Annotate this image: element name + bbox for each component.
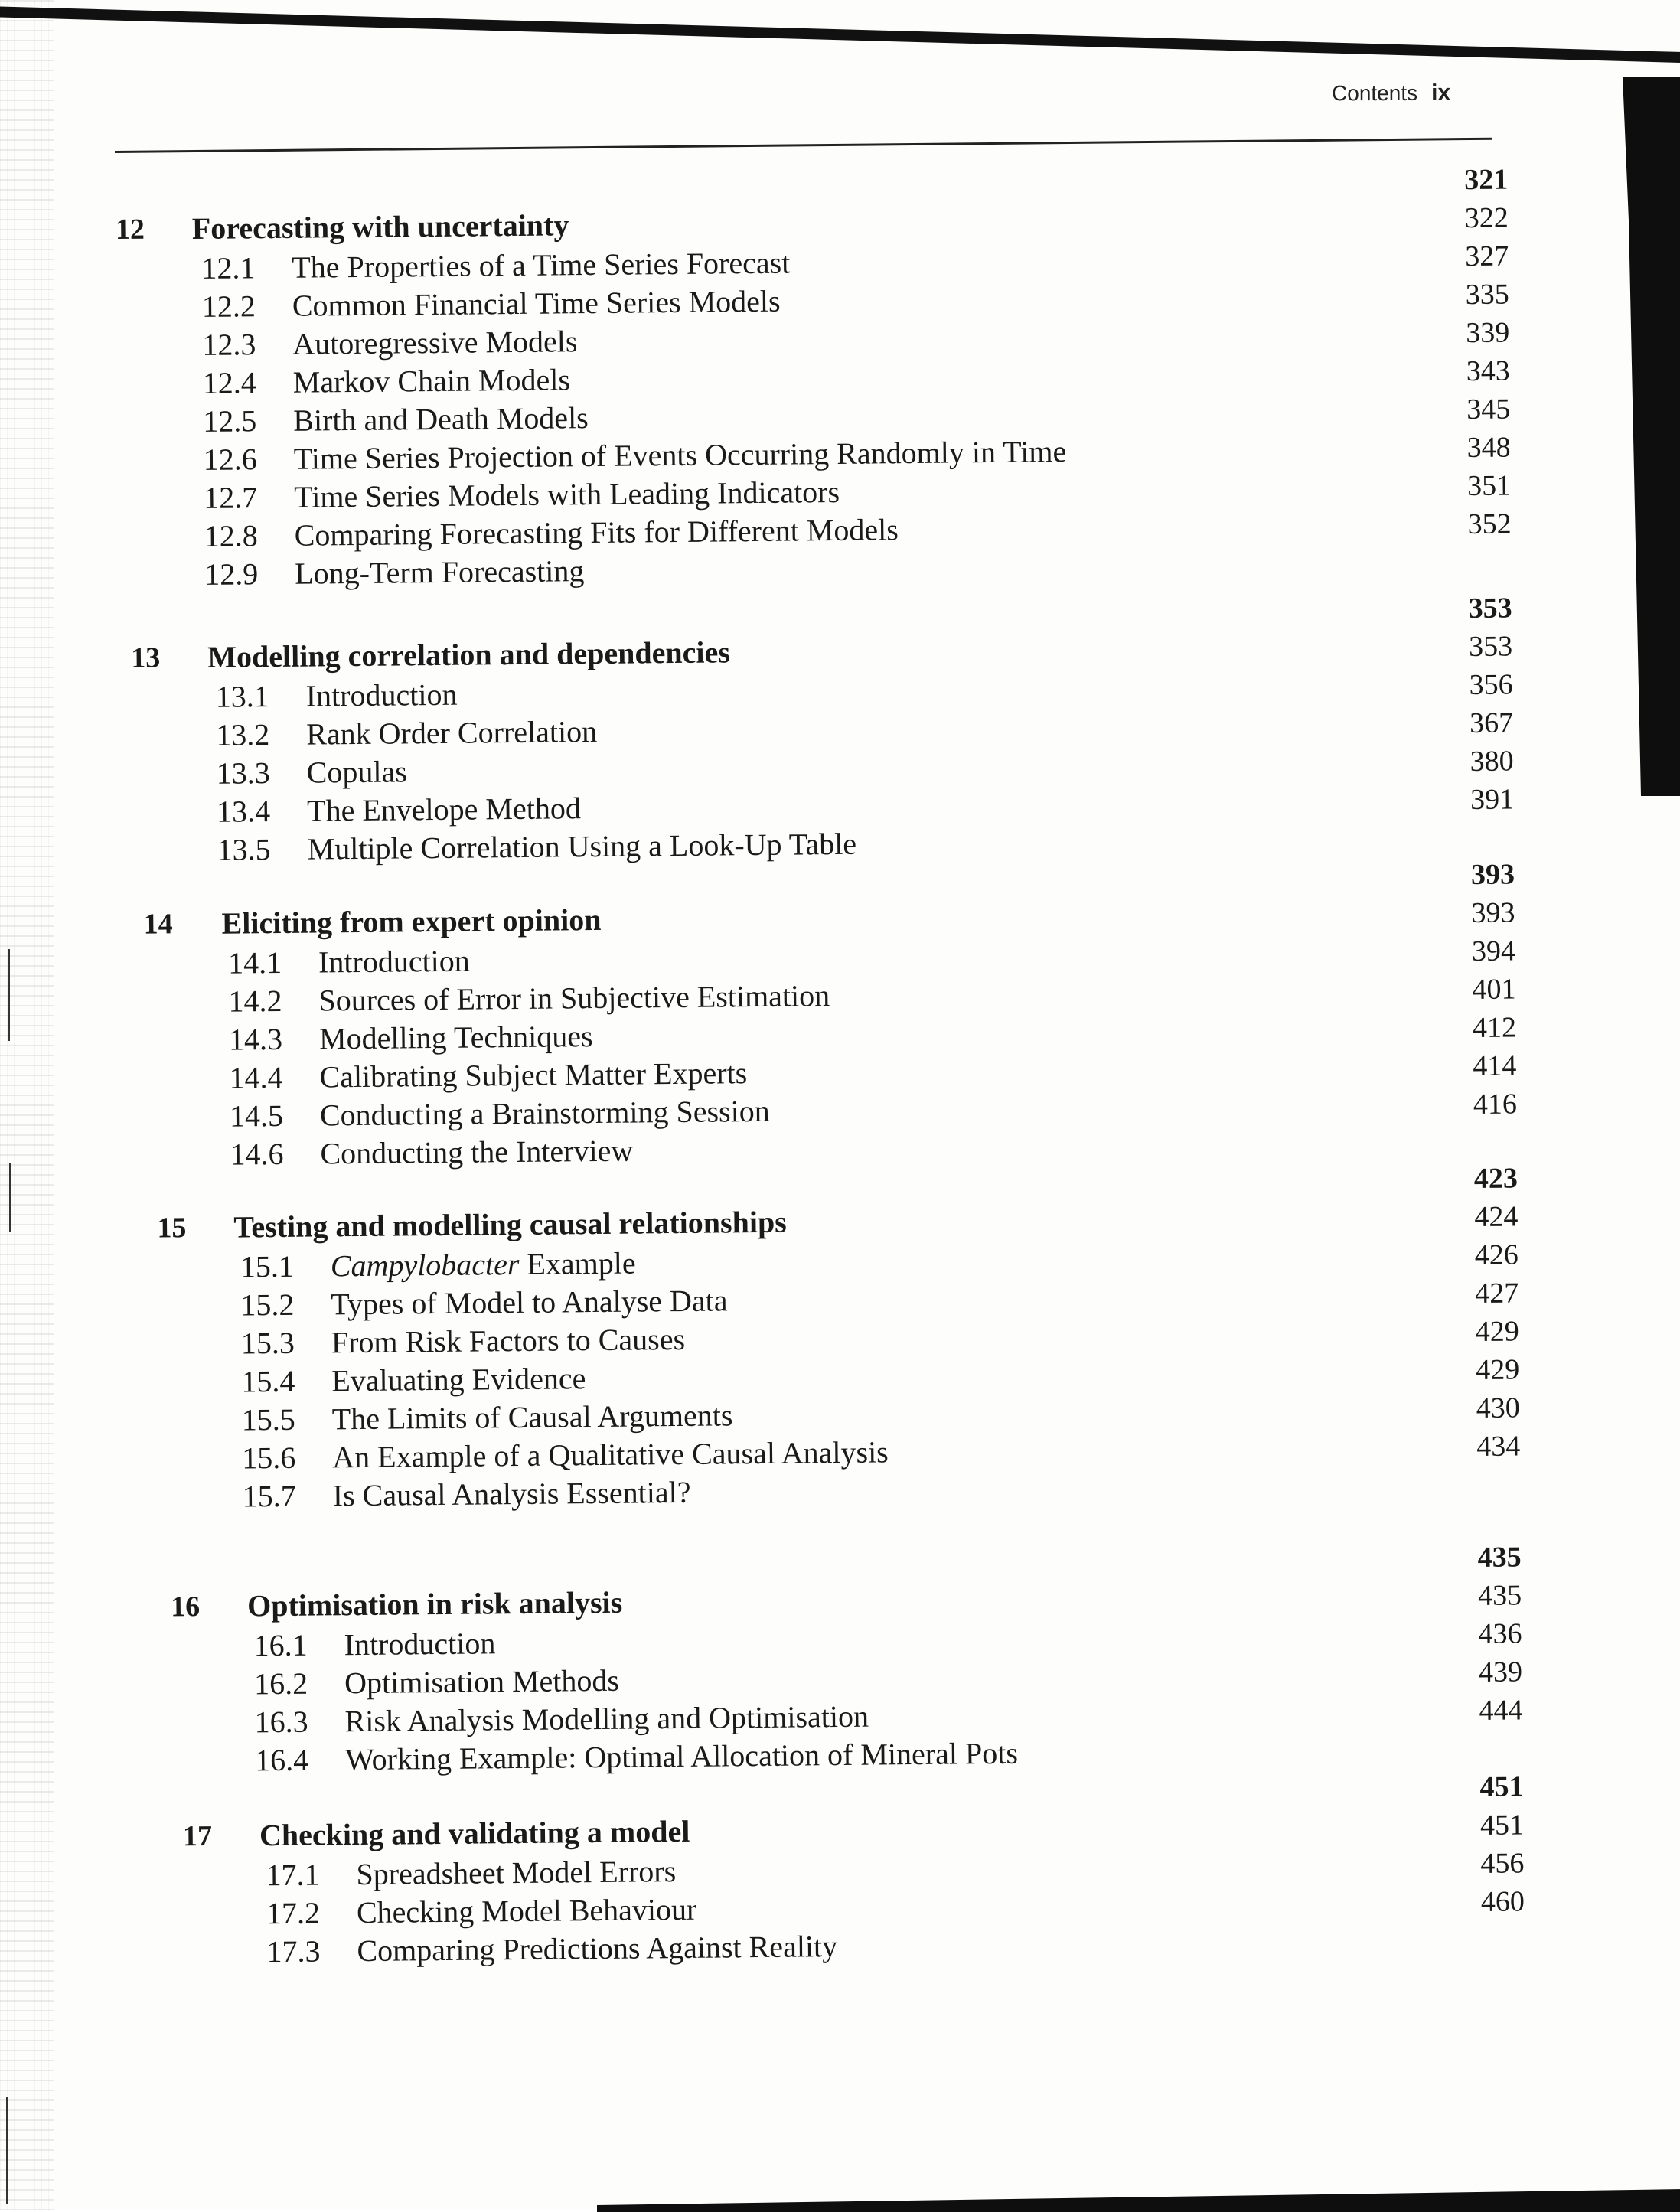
- section-number: 15.2: [240, 1287, 295, 1323]
- toc-entry: [242, 1434, 889, 1476]
- section-number: 13.4: [216, 794, 271, 829]
- section-page: 429: [1475, 1315, 1519, 1349]
- section-page: 427: [1475, 1277, 1519, 1310]
- toc-entry: [216, 753, 407, 791]
- toc-entry: [203, 400, 589, 439]
- section-page: 456: [1480, 1847, 1525, 1880]
- chapter-page: 353: [1468, 592, 1512, 625]
- toc-entry: [230, 1133, 633, 1173]
- toc-entry: [228, 977, 830, 1020]
- section-page: 345: [1466, 393, 1511, 426]
- chapter-number: 16: [170, 1590, 201, 1623]
- chapter-page: 451: [1479, 1770, 1524, 1803]
- section-number: 14.1: [227, 945, 282, 980]
- chapter-number: 12: [115, 213, 145, 246]
- chapter-page: 435: [1477, 1541, 1522, 1574]
- section-page: 430: [1476, 1391, 1520, 1424]
- section-number: 13.2: [215, 717, 270, 752]
- chapter-title: Modelling correlation and dependencies: [207, 635, 731, 674]
- section-title: Conducting the Interview: [320, 1133, 634, 1171]
- chapter-number: 15: [157, 1212, 187, 1245]
- section-page: 353: [1468, 630, 1513, 664]
- toc-entry: [266, 1853, 676, 1893]
- section-page: 348: [1466, 431, 1511, 465]
- chapter-title: Testing and modelling causal relationships: [233, 1204, 787, 1245]
- running-title: Contents: [1331, 80, 1418, 106]
- section-page: 412: [1472, 1011, 1517, 1045]
- page-number: ix: [1431, 80, 1451, 106]
- section-title: Time Series Models with Leading Indicators: [294, 474, 840, 514]
- chapter-number: 13: [131, 641, 161, 674]
- header-rule: [115, 138, 1492, 153]
- section-page: 352: [1467, 507, 1512, 541]
- section-title: Comparing Forecasting Fits for Different Models: [294, 512, 899, 553]
- section-page: 351: [1466, 469, 1512, 503]
- section-number: 17.2: [266, 1895, 321, 1931]
- section-number: 15.4: [241, 1363, 295, 1399]
- section-title: Rank Order Correlation: [305, 713, 598, 752]
- section-number: 15.6: [242, 1440, 296, 1476]
- section-number: 15.7: [242, 1478, 296, 1514]
- toc-entry: [229, 1055, 747, 1095]
- section-number: 17.3: [266, 1933, 321, 1969]
- section-title: Is Causal Analysis Essential?: [332, 1474, 691, 1513]
- section-number: 12.6: [203, 442, 257, 477]
- section-page: 367: [1469, 706, 1514, 740]
- section-title: Birth and Death Models: [293, 400, 589, 438]
- toc-entry: [228, 943, 470, 981]
- scan-bottom-shadow: [597, 2189, 1680, 2212]
- section-number: 14.2: [228, 983, 282, 1019]
- scan-mark: [9, 1163, 11, 1232]
- section-title: Introduction: [318, 943, 471, 980]
- section-title: Evaluating Evidence: [331, 1361, 586, 1398]
- section-title: Types of Model to Analyse Data: [331, 1283, 728, 1322]
- section-number: 17.1: [266, 1857, 320, 1893]
- section-title: Multiple Correlation Using a Look-Up Table: [307, 826, 857, 866]
- section-number: 12.7: [204, 480, 258, 515]
- section-number: 13.5: [217, 832, 271, 867]
- section-number: 12.2: [201, 289, 256, 324]
- section-number: 13.3: [216, 755, 270, 791]
- toc-entry: [242, 1397, 733, 1437]
- section-number: 15.1: [240, 1248, 295, 1284]
- section-page: 414: [1473, 1049, 1517, 1083]
- section-page: 394: [1471, 935, 1516, 968]
- section-page: 356: [1469, 668, 1513, 702]
- scan-mark: [8, 949, 10, 1041]
- section-title: Checking Model Behaviour: [356, 1891, 697, 1930]
- toc-entry: [253, 1625, 495, 1663]
- section-title: Autoregressive Models: [292, 324, 578, 361]
- section-page: 429: [1476, 1353, 1520, 1387]
- section-page: 451: [1479, 1809, 1525, 1842]
- scan-mark: [6, 2097, 8, 2204]
- section-number: 12.4: [202, 365, 257, 400]
- section-title: Working Example: Optimal Allocation of Mineral Pots: [344, 1735, 1019, 1777]
- section-title: Calibrating Subject Matter Experts: [319, 1055, 748, 1095]
- section-page: 416: [1473, 1088, 1518, 1121]
- toc-entry: [243, 1474, 691, 1515]
- toc-entry: [202, 323, 578, 363]
- section-title: Markov Chain Models: [292, 362, 571, 400]
- section-page: 335: [1465, 278, 1509, 312]
- section-page: 444: [1479, 1694, 1523, 1727]
- section-page: 322: [1464, 201, 1509, 235]
- section-number: 15.3: [240, 1325, 295, 1361]
- toc-entry: [266, 1891, 697, 1931]
- section-number: 16.2: [253, 1666, 308, 1701]
- section-number: 16.1: [253, 1627, 308, 1663]
- scan-left-margin-noise: [0, 0, 54, 2210]
- chapter-page: 321: [1464, 163, 1509, 197]
- toc-entry: [266, 1928, 837, 1969]
- section-title: Comparing Predictions Against Reality: [357, 1929, 838, 1969]
- section-page: 424: [1474, 1200, 1519, 1234]
- section-title: From Risk Factors to Causes: [331, 1321, 686, 1360]
- scan-right-shadow: [1623, 77, 1680, 796]
- section-number: 12.3: [202, 327, 256, 362]
- section-number: 14.3: [228, 1021, 283, 1057]
- toc-entry: [255, 1735, 1018, 1779]
- section-page: 439: [1478, 1656, 1523, 1688]
- toc-entry: [240, 1282, 728, 1323]
- section-title: The Envelope Method: [306, 791, 582, 828]
- section-page: 327: [1465, 240, 1509, 273]
- chapter-number: 14: [143, 908, 173, 941]
- scan-top-edge: [0, 0, 1680, 84]
- toc-entry: [204, 553, 585, 592]
- section-title: Spreadsheet Model Errors: [356, 1854, 677, 1892]
- section-page: 393: [1471, 896, 1515, 930]
- section-title-italic: Campylobacter: [330, 1246, 520, 1284]
- toc-entry: [201, 245, 790, 286]
- section-title: Introduction: [305, 677, 458, 713]
- section-number: 12.8: [204, 518, 258, 553]
- section-title: Modelling Techniques: [318, 1019, 593, 1056]
- toc-entry: [254, 1662, 619, 1702]
- section-number: 16.4: [254, 1742, 309, 1778]
- section-page: 460: [1480, 1885, 1525, 1918]
- section-number: 16.3: [254, 1704, 308, 1740]
- section-title: The Properties of a Time Series Forecast: [292, 245, 791, 285]
- toc-entry: [204, 433, 1067, 478]
- section-number: 14.4: [229, 1059, 283, 1095]
- toc-entry: [229, 1018, 593, 1058]
- toc-entry: [230, 1093, 770, 1134]
- chapter-title: Optimisation in risk analysis: [246, 1584, 623, 1623]
- chapter-title: Eliciting from expert opinion: [221, 902, 602, 941]
- toc-entry: [240, 1245, 636, 1285]
- section-title: Common Financial Time Series Models: [292, 283, 781, 323]
- chapter-number: 17: [182, 1819, 213, 1853]
- chapter-title: Forecasting with uncertainty: [191, 207, 569, 246]
- toc-entry: [204, 511, 899, 554]
- section-title: An Example of a Qualitative Causal Analysis: [332, 1434, 889, 1475]
- section-page: 380: [1470, 745, 1514, 778]
- section-number: 13.1: [215, 679, 269, 714]
- section-title: Risk Analysis Modelling and Optimisation: [344, 1698, 869, 1739]
- section-page: 401: [1472, 973, 1516, 1006]
- section-page: 435: [1477, 1579, 1522, 1612]
- section-page: 339: [1466, 316, 1510, 350]
- section-number: 12.9: [204, 556, 259, 592]
- section-page: 434: [1476, 1430, 1521, 1463]
- toc-entry: [217, 790, 581, 830]
- section-number: 12.1: [201, 250, 256, 285]
- toc-entry: [241, 1321, 686, 1362]
- section-page: 391: [1470, 783, 1515, 817]
- chapter-page: 423: [1473, 1162, 1519, 1196]
- section-title: Optimisation Methods: [344, 1662, 620, 1701]
- toc-entry: [217, 826, 856, 868]
- chapter-page: 393: [1470, 858, 1515, 892]
- section-title: Introduction: [344, 1626, 496, 1662]
- toc-entry: [254, 1698, 869, 1741]
- section-title: Sources of Error in Subjective Estimation: [318, 978, 830, 1018]
- section-title: Copulas: [306, 754, 408, 790]
- toc-entry: [216, 713, 597, 753]
- toc-entry: [204, 474, 840, 516]
- section-number: 14.6: [230, 1136, 284, 1172]
- section-page: 343: [1466, 354, 1510, 388]
- section-number: 14.5: [229, 1098, 284, 1134]
- section-title: Conducting a Brainstorming Session: [319, 1093, 770, 1133]
- section-page: 436: [1478, 1617, 1522, 1650]
- section-number: 12.5: [203, 403, 257, 439]
- section-title: Time Series Projection of Events Occurring Randomly in Time: [293, 434, 1067, 476]
- section-title: Long-Term Forecasting: [294, 553, 585, 591]
- toc-entry: [202, 283, 781, 325]
- section-title: Example: [519, 1245, 636, 1281]
- section-page: 426: [1474, 1238, 1519, 1272]
- toc-entry: [241, 1360, 586, 1399]
- section-title: The Limits of Causal Arguments: [331, 1398, 733, 1437]
- running-header: [1332, 80, 1450, 107]
- toc-entry: [216, 677, 458, 715]
- toc-entry: [203, 361, 571, 401]
- chapter-title: Checking and validating a model: [259, 1813, 690, 1853]
- section-number: 15.5: [241, 1401, 296, 1437]
